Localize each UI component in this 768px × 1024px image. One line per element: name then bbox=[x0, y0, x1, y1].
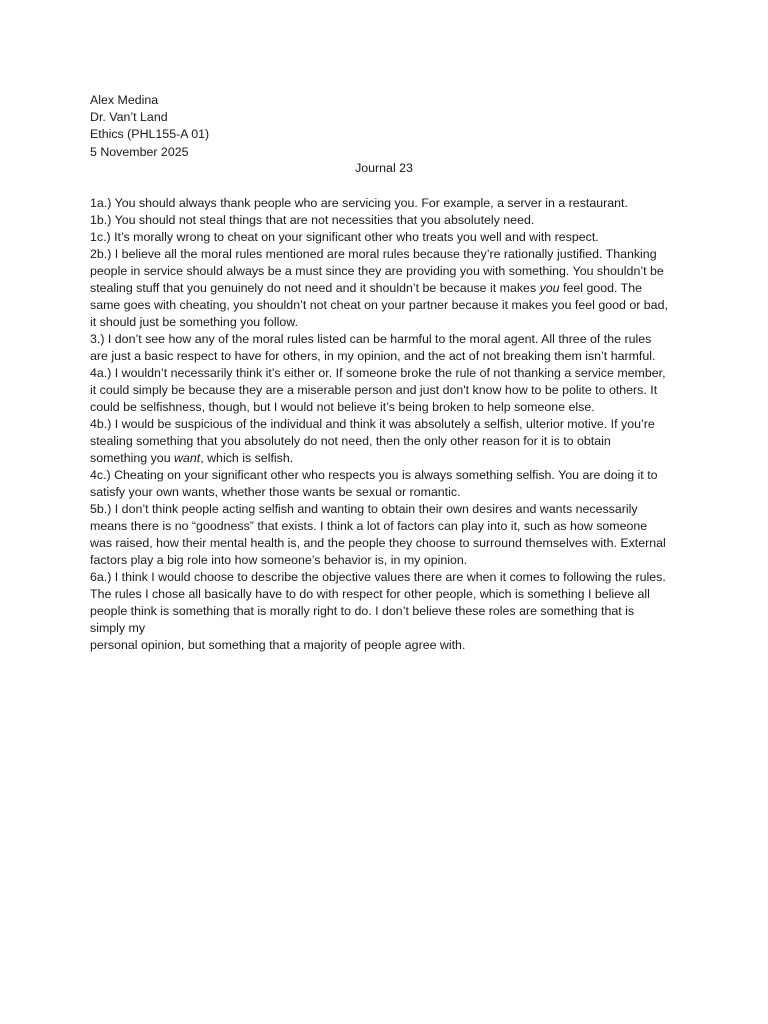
text-line: 2b.) I believe all the moral rules mentioned are moral rules because they’re rationally justified. Thanking bbox=[90, 247, 657, 261]
text-line: stealing something that you absolutely do not need, then the only other reason for it is to obtain bbox=[90, 434, 611, 448]
text-line: people think is something that is morally right to do. I don’t believe these roles are something that is bbox=[90, 604, 635, 618]
text-line: personal opinion, but something that a majority of people agree with. bbox=[90, 638, 466, 652]
text-line: it could simply be because they are a miserable person and just don't know how to be polite to others. It bbox=[90, 383, 658, 397]
emphasis-text: you bbox=[539, 281, 560, 295]
text-line: The rules I chose all basically have to do with respect for other people, which is something I believe all bbox=[90, 587, 650, 601]
paragraph-3 bbox=[90, 331, 690, 365]
paragraph-4c bbox=[90, 467, 690, 501]
paragraph-4b bbox=[90, 416, 690, 467]
document-date: 5 November 2025 bbox=[90, 144, 189, 159]
text-line: it should just be something you follow. bbox=[90, 315, 299, 329]
paragraph-1a bbox=[90, 195, 690, 212]
text-line: are just a basic respect to have for others, in my opinion, and the act of not breaking them isn’t harmful. bbox=[90, 349, 656, 363]
text-line: simply my bbox=[90, 621, 146, 635]
text-line bbox=[90, 280, 690, 297]
text-line: people in service should always be a must since they are providing you with something. You shouldn’t be bbox=[90, 264, 664, 278]
paragraph-1c bbox=[90, 229, 690, 246]
text-line: 4c.) Cheating on your significant other who respects you is always something selfish. You are doing it to bbox=[90, 468, 658, 482]
paragraph-5b bbox=[90, 501, 690, 569]
text-line: 1b.) You should not steal things that are not necessities that you absolutely need. bbox=[90, 213, 535, 227]
text-line: 5b.) I don’t think people acting selfish and wanting to obtain their own desires and wants necessarily bbox=[90, 502, 638, 516]
text-run: , which is selfish. bbox=[200, 451, 294, 465]
text-line: 4b.) I would be suspicious of the individual and think it was absolutely a selfish, ulterior motive. If you’re bbox=[90, 417, 655, 431]
emphasis-text: want bbox=[174, 451, 201, 465]
instructor-name: Dr. Van’t Land bbox=[90, 110, 168, 125]
text-line bbox=[90, 450, 690, 467]
text-line: factors play a big role into how someone’s behavior is, in my opinion. bbox=[90, 553, 468, 567]
text-line: 6a.) I think I would choose to describe the objective values there are when it comes to following the rules. bbox=[90, 570, 666, 584]
paragraph-4a bbox=[90, 365, 690, 416]
text-line: same goes with cheating, you shouldn’t not cheat on your partner because it makes you feel good or bad, bbox=[90, 298, 668, 312]
text-line: 1c.) It’s morally wrong to cheat on your significant other who treats you well and with respect. bbox=[90, 230, 599, 244]
text-line: satisfy your own wants, whether those wants be sexual or romantic. bbox=[90, 485, 461, 499]
text-line: 3.) I don’t see how any of the moral rules listed can be harmful to the moral agent. All three of the rules bbox=[90, 332, 652, 346]
course-name: Ethics (PHL155-A 01) bbox=[90, 127, 210, 142]
paragraph-2b bbox=[90, 246, 690, 331]
paragraph-6a bbox=[90, 569, 690, 654]
author-name: Alex Medina bbox=[90, 93, 159, 107]
text-line: 4a.) I wouldn’t necessarily think it’s either or. If someone broke the rule of not thanking a service member, bbox=[90, 366, 666, 380]
text-line: means there is no “goodness” that exists. I think a lot of factors can play into it, such as how someone bbox=[90, 519, 648, 533]
document-body bbox=[90, 195, 690, 654]
paragraph-1b bbox=[90, 212, 690, 229]
text-line: 1a.) You should always thank people who are servicing you. For example, a server in a restaurant. bbox=[90, 196, 628, 210]
text-line: was raised, how their mental health is, and the people they choose to surround themselves with. External bbox=[90, 536, 666, 550]
text-line: could be selfishness, though, but I would not believe it’s being broken to help someone else. bbox=[90, 400, 595, 414]
text-run: something you bbox=[90, 451, 175, 465]
text-run: feel good. The bbox=[559, 281, 643, 295]
text-run: stealing stuff that you genuinely do not need and it shouldn’t be because it makes bbox=[90, 281, 540, 295]
document-header bbox=[90, 92, 209, 161]
document-title: Journal 23 bbox=[355, 161, 413, 175]
